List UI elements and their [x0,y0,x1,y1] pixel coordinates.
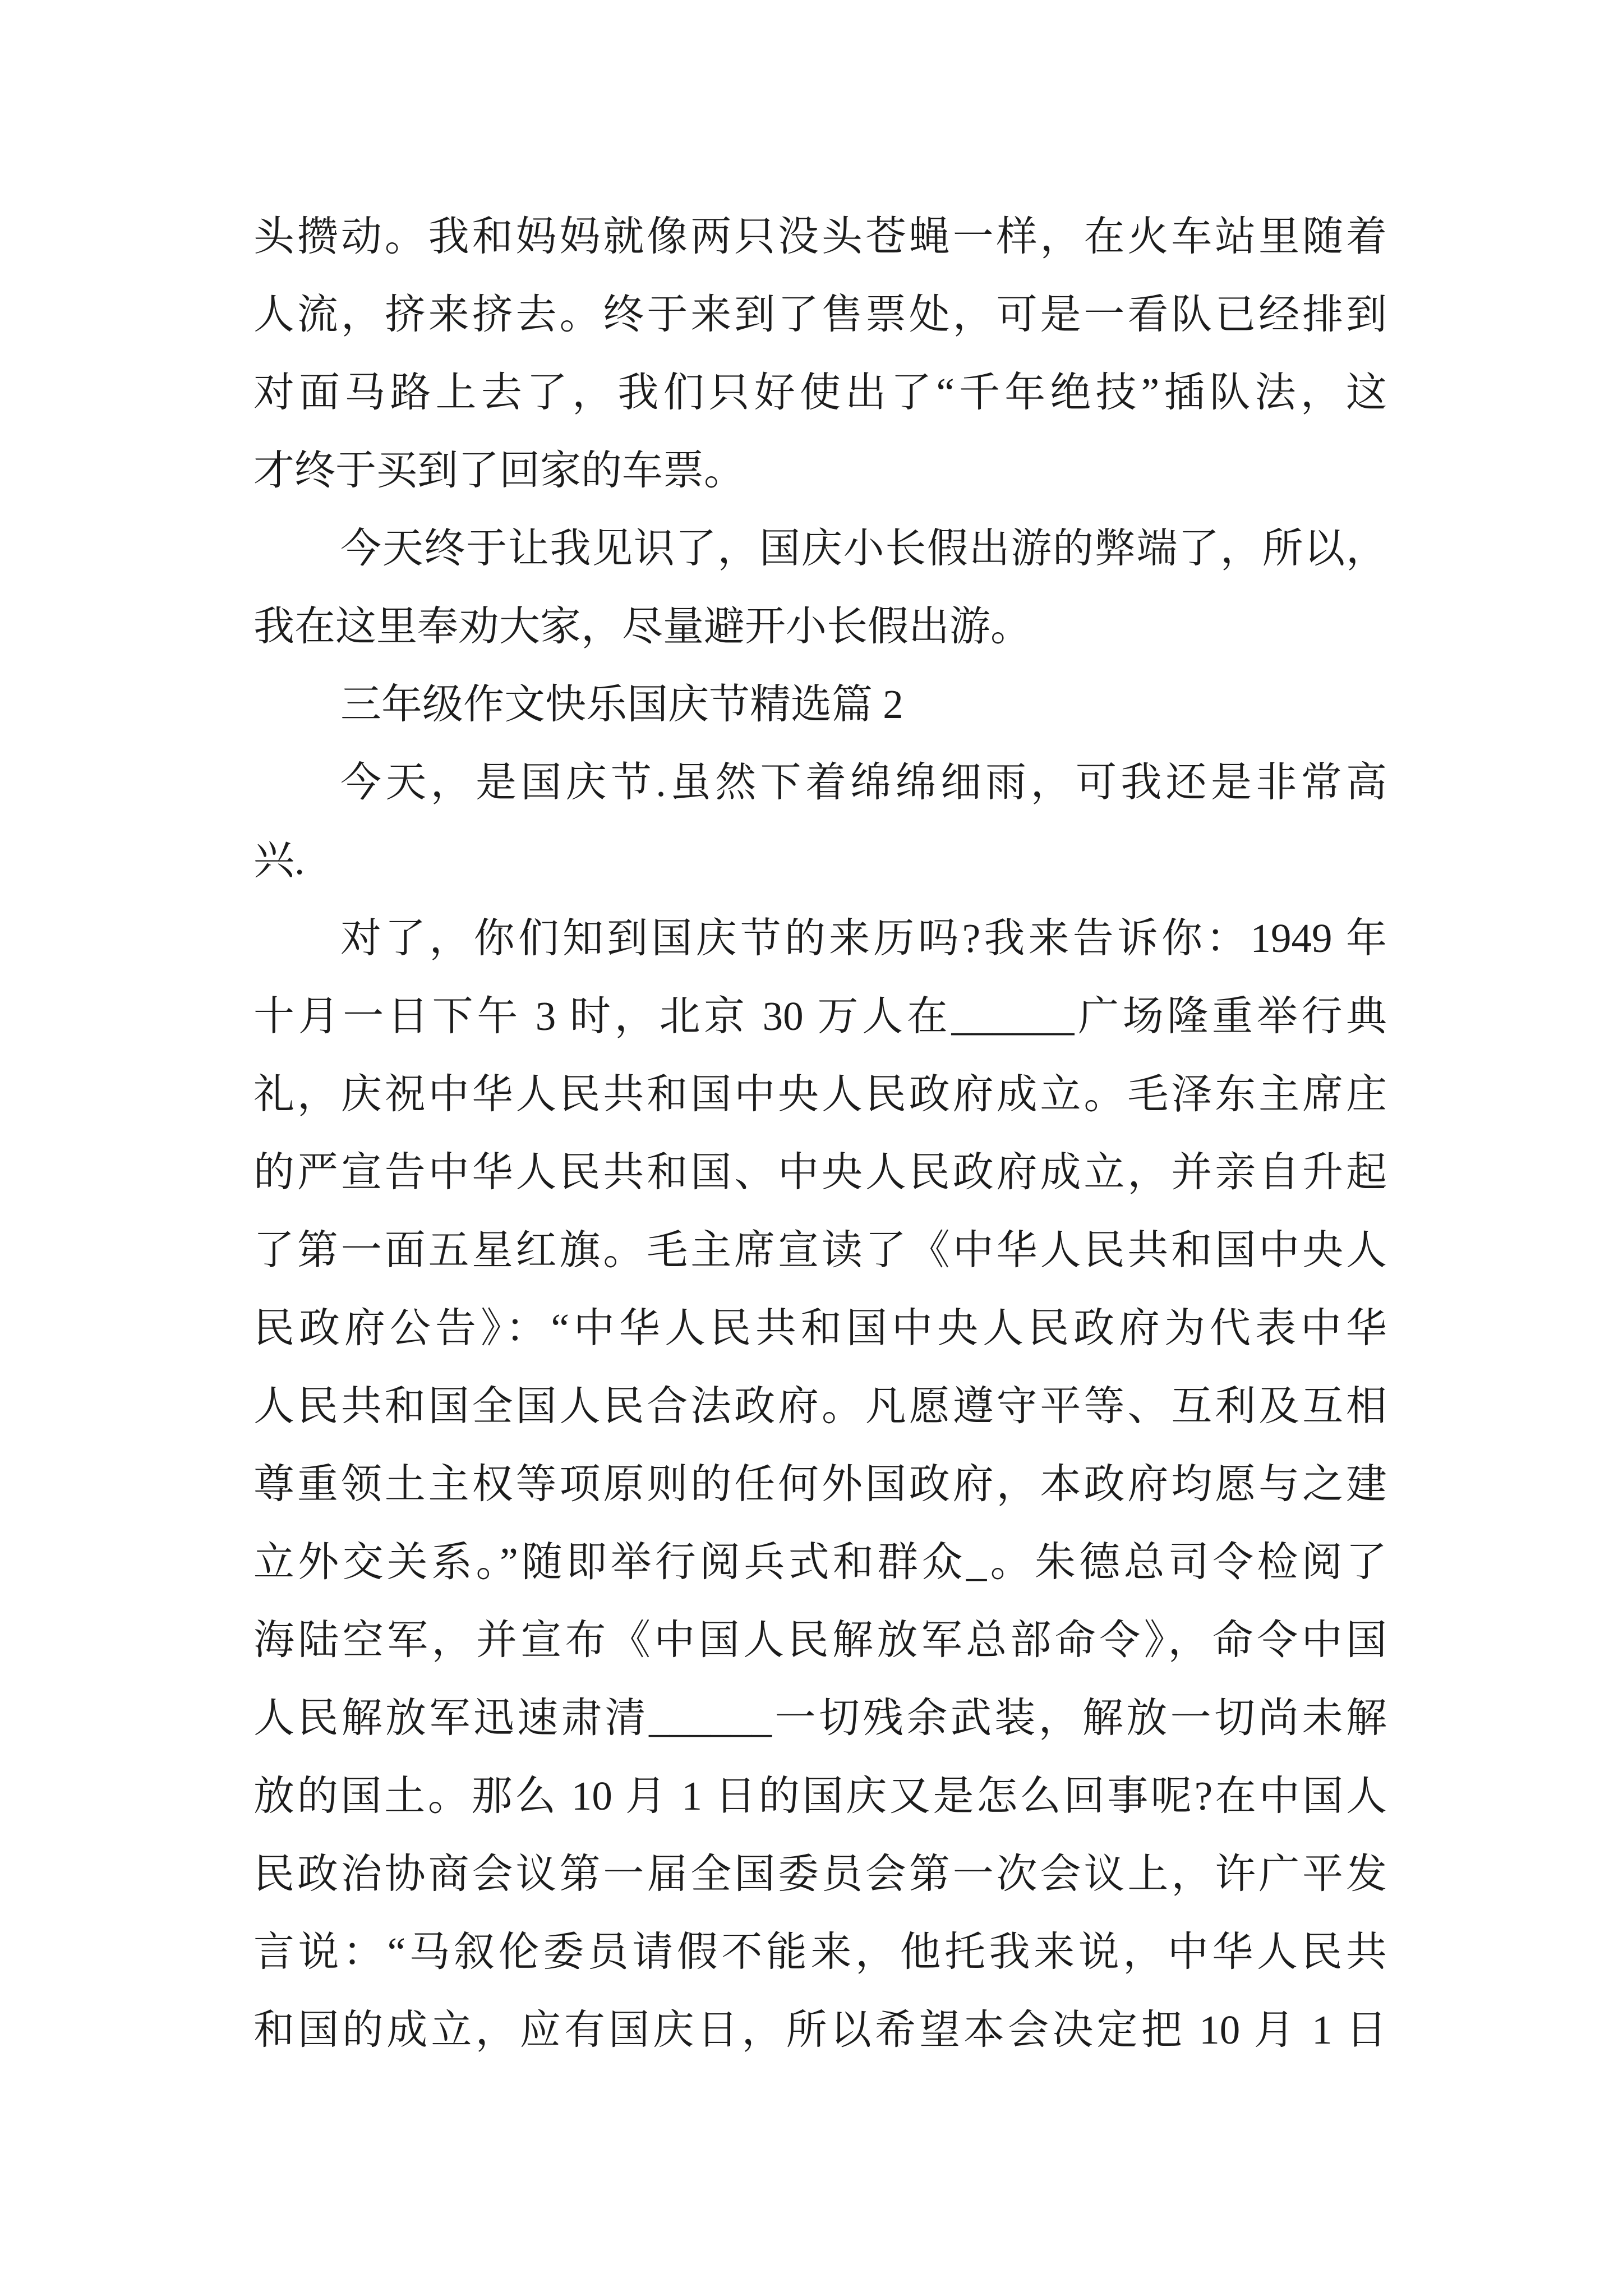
paragraph [253,899,1387,2069]
text-line: 和国的成立，应有国庆日，所以希望本会决定把 10 月 1 日 [253,2007,1387,2053]
text-line: 对面马路上去了，我们只好使出了“千年绝技”插队法，这 [253,370,1387,415]
text-line: 人流，挤来挤去。终于来到了售票处，可是一看队已经排到 [253,292,1387,337]
text-line: 言说：“马叙伦委员请假不能来，他托我来说，中华人民共 [253,1929,1387,1975]
text-line: 民政治协商会议第一届全国委员会第一次会议上，许广平发 [253,1851,1387,1897]
text-line: 今天终于让我见识了，国庆小长假出游的弊端了，所以， [340,526,1387,571]
text-line: 人民解放军迅速肃清______一切残余武装，解放一切尚未解 [253,1695,1387,1741]
paragraph [253,509,1387,665]
text-line: 头攒动。我和妈妈就像两只没头苍蝇一样，在火车站里随着 [253,214,1387,259]
text-line: 放的国土。那么 10 月 1 日的国庆又是怎么回事呢?在中国人 [253,1773,1387,1819]
text-line: 立外交关系。”随即举行阅兵式和群众_。朱德总司令检阅了 [253,1539,1387,1585]
heading-line: 三年级作文快乐国庆节精选篇 2 [340,682,903,727]
text-line: 兴. [253,838,305,883]
section-heading [253,665,1387,743]
text-line: 才终于买到了回家的车票。 [253,448,745,493]
text-line: 海陆空军，并宣布《中国人民解放军总部命令》，命令中国 [253,1617,1387,1663]
text-line: 礼，庆祝中华人民共和国中央人民政府成立。毛泽东主席庄 [253,1071,1387,1117]
paragraph [253,197,1387,509]
text-line: 十月一日下午 3 时，北京 30 万人在______广场隆重举行典 [253,993,1387,1039]
text-line: 尊重领土主权等项原则的任何外国政府，本政府均愿与之建 [253,1461,1387,1507]
text-line: 了第一面五星红旗。毛主席宣读了《中华人民共和国中央人 [253,1227,1387,1273]
document-page [253,197,1387,2069]
text-line: 的严宣告中华人民共和国、中央人民政府成立，并亲自升起 [253,1149,1387,1195]
text-line: 对了，你们知到国庆节的来历吗?我来告诉你：1949 年 [340,915,1387,961]
text-line: 民政府公告》：“中华人民共和国中央人民政府为代表中华 [253,1305,1387,1351]
paragraph [253,743,1387,899]
text-line: 人民共和国全国人民合法政府。凡愿遵守平等、互利及互相 [253,1383,1387,1429]
text-line: 我在这里奉劝大家，尽量避开小长假出游。 [253,604,1031,649]
text-line: 今天，是国庆节.虽然下着绵绵细雨，可我还是非常高 [340,760,1387,805]
